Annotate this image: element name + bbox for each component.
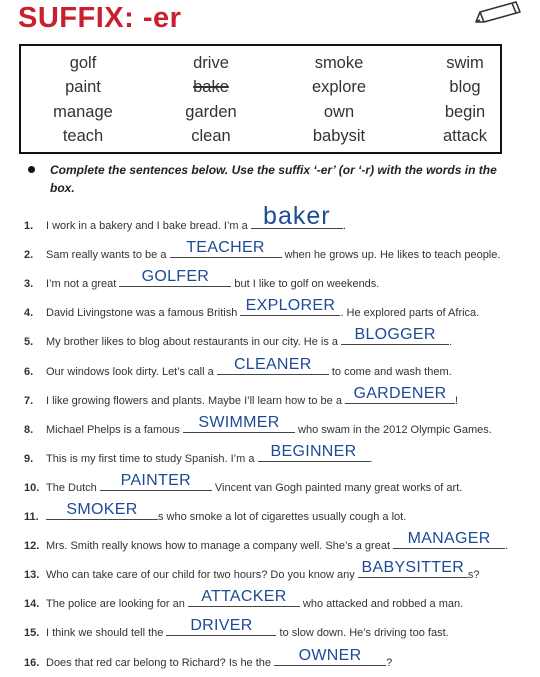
word-box-word: own: [323, 103, 355, 121]
handwritten-answer: PAINTER: [120, 471, 191, 489]
sentence-16: [24, 646, 393, 669]
answer-blank[interactable]: [345, 384, 455, 404]
handwritten-answer: DRIVER: [190, 617, 253, 635]
sentence-text-before: Our windows look dirty. Let’s call a: [46, 365, 217, 378]
sentence-11: [24, 501, 407, 523]
word-box-word: manage: [53, 103, 113, 121]
sentence-2: [24, 239, 501, 262]
sentence-8: [24, 413, 492, 436]
sentence-number: 6.: [24, 365, 34, 378]
answer-blank[interactable]: [170, 239, 282, 258]
instructions: Complete the sentences below. Use the suffix ‘-er’ (or ‘-r) with the words in the box.: [50, 163, 497, 195]
answer-blank[interactable]: [46, 501, 158, 520]
sentence-text-after: . He explored parts of Africa.: [340, 307, 480, 320]
answer-blank[interactable]: [258, 442, 370, 462]
sentence-number: 16.: [24, 656, 40, 669]
word-box-word: begin: [444, 103, 486, 121]
handwritten-answer: SMOKER: [66, 501, 138, 518]
word-box-word: explore: [311, 78, 367, 96]
sentence-text-after: who swam in the 2012 Olympic Games.: [294, 423, 492, 436]
sentence-number: 10.: [24, 481, 40, 494]
sentence-text-after: .: [342, 220, 346, 232]
sentence-text-before: Michael Phelps is a famous: [46, 423, 183, 436]
handwritten-answer: BEGINNER: [270, 442, 357, 460]
answer-blank[interactable]: [183, 413, 295, 433]
sentence-15: [24, 617, 449, 640]
sentence-14: [24, 588, 464, 611]
word-box-word: garden: [185, 103, 237, 121]
sentence-9: [24, 442, 373, 465]
word-box-word: babysit: [312, 127, 366, 145]
sentence-text-after: s who smoke a lot of cigarettes usually cough a lot.: [158, 511, 407, 523]
handwritten-answer: OWNER: [298, 646, 362, 664]
sentence-text-after: .: [505, 540, 509, 553]
sentence-text-after: .: [449, 336, 453, 349]
sentence-6: [24, 355, 452, 378]
sentence-text-after: .: [369, 452, 373, 465]
sentence-text-before: My brother likes to blog about restaurants in our city. He is a: [46, 336, 342, 349]
sentence-number: 12.: [24, 540, 40, 553]
handwritten-answer: GARDENER: [353, 384, 447, 402]
answer-blank[interactable]: [188, 588, 300, 607]
word-box-word: drive: [193, 54, 229, 72]
word-box-word: blog: [449, 78, 481, 96]
sentence-12: [24, 530, 509, 553]
sentence-number: 15.: [24, 627, 40, 640]
sentence-number: 13.: [24, 569, 40, 582]
sentence-number: 9.: [24, 452, 34, 465]
answer-blank[interactable]: [100, 471, 212, 491]
sentence-text-after: to come and wash them.: [328, 365, 452, 378]
sentence-5: [24, 326, 453, 349]
handwritten-answer: GOLFER: [141, 268, 210, 286]
sentence-number: 4.: [24, 307, 34, 320]
sentence-text-before: Who can take care of our child for two hours? Do you know any: [46, 569, 358, 582]
sentence-text-after: who attacked and robbed a man.: [299, 598, 464, 611]
handwritten-answer: CLEANER: [233, 355, 312, 373]
handwritten-answer: ATTACKER: [201, 588, 287, 606]
sentence-13: [24, 559, 480, 582]
sentence-7: [24, 384, 459, 407]
word-box-word: paint: [65, 78, 101, 96]
sentence-number: 8.: [24, 423, 34, 436]
sentence-number: 2.: [24, 249, 34, 262]
answer-blank[interactable]: [217, 355, 329, 375]
handwritten-answer: MANAGER: [407, 530, 491, 548]
sentence-text-after: when he grows up. He likes to teach people.: [281, 249, 501, 262]
handwritten-answer: EXPLORER: [245, 297, 336, 315]
word-box-word: teach: [62, 127, 104, 145]
sentence-text-before: I like growing flowers and plants. Maybe I’ll learn how to be a: [46, 394, 345, 407]
bullet-point: [28, 166, 35, 173]
sentence-text-after: ?: [386, 656, 393, 669]
word-box-word: golf: [69, 54, 97, 72]
worksheet-title: SUFFIX: -er: [18, 2, 182, 34]
sentence-number: 3.: [24, 278, 34, 291]
handwritten-answer: SWIMMER: [198, 413, 280, 431]
answer-blank[interactable]: [119, 268, 231, 287]
handwritten-answer: BLOGGER: [354, 326, 436, 344]
answer-blank[interactable]: [251, 202, 343, 230]
answer-blank[interactable]: [393, 530, 505, 549]
handwritten-answer: TEACHER: [186, 239, 265, 257]
handwritten-answer: BABYSITTER: [361, 559, 465, 577]
sentence-3: [24, 268, 380, 291]
sentence-number: 5.: [24, 336, 34, 349]
pencil-icon: [470, 0, 526, 26]
sentence-number: 7.: [24, 394, 34, 407]
sentence-text-before: Mrs. Smith really knows how to manage a company well. She’s a great: [46, 540, 394, 553]
answer-blank[interactable]: [341, 326, 449, 345]
word-box-word: clean: [191, 127, 231, 145]
sentence-text-before: The police are looking for an: [46, 598, 188, 611]
word-box-word: attack: [442, 127, 488, 145]
handwritten-answer: baker: [263, 202, 331, 230]
sentence-4: [24, 297, 480, 320]
sentence-text-after: !: [455, 394, 459, 407]
sentence-text-before: I’m not a great: [46, 278, 120, 291]
answer-blank[interactable]: [274, 646, 386, 666]
sentence-number: 11.: [24, 511, 39, 523]
word-box-word: bake: [193, 78, 229, 96]
word-box: [19, 44, 502, 154]
sentence-text-after: to slow down. He’s driving too fast.: [276, 627, 449, 640]
sentence-text-after: Vincent van Gogh painted many great works of art.: [211, 481, 463, 494]
sentence-text-before: Does that red car belong to Richard? Is he the: [46, 656, 275, 669]
answer-blank[interactable]: [358, 559, 468, 578]
answer-blank[interactable]: [166, 617, 276, 636]
sentence-1: [24, 202, 346, 232]
sentence-10: [24, 471, 463, 494]
word-box-word: smoke: [314, 54, 364, 72]
sentence-text-before: This is my first time to study Spanish. I’m a: [46, 452, 258, 465]
sentence-text-after: but I like to golf on weekends.: [231, 278, 380, 291]
sentence-text-before: I think we should tell the: [46, 627, 167, 640]
sentence-number: 1.: [24, 220, 34, 232]
sentence-text-before: David Livingstone was a famous British: [46, 307, 241, 320]
word-box-word: swim: [446, 54, 484, 72]
sentence-text-before: The Dutch: [46, 481, 100, 494]
sentence-text-before: I work in a bakery and I bake bread. I’m a: [46, 220, 251, 232]
sentence-text-after: s?: [467, 569, 480, 582]
sentence-number: 14.: [24, 598, 40, 611]
sentence-text-before: Sam really wants to be a: [46, 249, 170, 262]
answer-blank[interactable]: [240, 297, 340, 316]
